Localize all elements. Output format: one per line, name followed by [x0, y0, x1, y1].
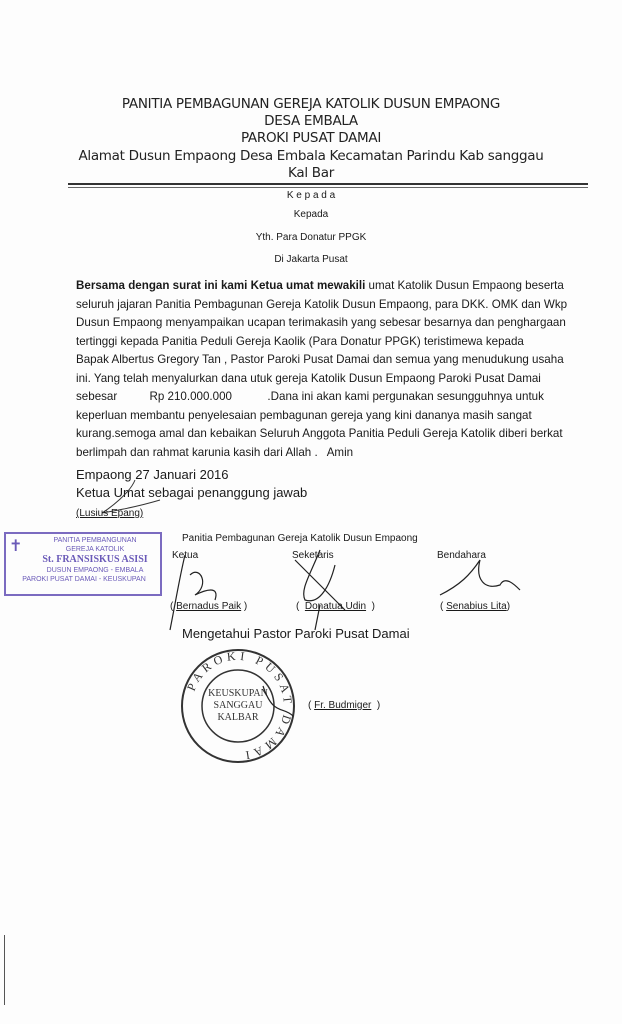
stamp-text: St. FRANSISKUS ASISI	[42, 554, 148, 565]
scan-edge-line	[4, 935, 5, 1005]
recipient-location: Di Jakarta Pusat	[274, 254, 348, 265]
letterhead-address: Alamat Dusun Empaong Desa Embala Kecamatan Parindu Kab sanggau	[78, 148, 544, 164]
letterhead-line2: DESA EMBALA	[264, 113, 358, 129]
letterhead-address-2: Kal Bar	[288, 165, 334, 181]
kepada: Kepada	[293, 209, 329, 220]
acknowledgement-title: Mengetahui Pastor Paroki Pusat Damai	[182, 626, 410, 641]
body-line: keperluan membantu penyelesaian pembagunan gereja yang kini dananya masih sangat	[76, 408, 532, 422]
stamp-text: PAROKI PUSAT DAMAI - KEUSKUPAN	[22, 576, 146, 583]
role-seketaris: Seketaris	[292, 550, 334, 561]
letter-body	[76, 277, 576, 462]
letterhead-line3: PAROKI PUSAT DAMAI	[240, 130, 382, 146]
letterhead-line1: PANITIA PEMBAGUNAN GEREJA KATOLIK DUSUN EMPAONG	[121, 96, 501, 112]
role-ketua: Ketua	[172, 550, 199, 561]
body-line: seluruh jajaran Panitia Pembagunan Gereja Katolik Dusun Empaong, para DKK. OMK dan Wkp	[76, 297, 568, 311]
kepada-spaced: K e p a d a	[286, 190, 336, 201]
committee-title: Panitia Pembagunan Gereja Katolik Dusun Empaong	[182, 533, 418, 544]
body-bold-intro: Bersama dengan surat ini kami Ketua umat mewakili	[76, 279, 366, 292]
recipient-yth: Yth. Para Donatur PPGK	[255, 232, 367, 243]
body-line: Bapak Albertus Gregory Tan , Pastor Paroki Pusat Damai dan semua yang menudukung usaha	[76, 353, 564, 366]
signer-bendahara: ( Senabius Lita)	[440, 601, 511, 612]
parish-stamp	[178, 646, 298, 766]
closing-name: (Lusius Epang)	[76, 508, 144, 519]
signatures	[90, 545, 570, 635]
body-line: umat Katolik Dusun Empaong beserta	[365, 279, 564, 292]
body-line: Dusun Empaong menyampaikan ucapan terimakasih yang sebesar besarnya dan penghargaan	[76, 316, 566, 329]
pastor-signer: ( Fr. Budmiger )	[308, 700, 381, 711]
body-line: tertinggi kepada Panitia Peduli Gereja Kaolik (Para Donatur PPGK) teristimewa kepada	[76, 334, 524, 348]
header-divider	[68, 183, 588, 185]
signer-name: Donatua Udin	[304, 601, 367, 612]
signer-seketaris: ( Donatua Udin )	[296, 601, 375, 612]
role-bendahara: Bendahara	[437, 550, 486, 561]
body-line: kurang.semoga amal dan kebaikan Seluruh Anggota Panitia Peduli Gereja Katolik diberi berkat	[76, 427, 563, 440]
body-line: berlimpah dan rahmat karunia kasih dari Allah . Amin	[76, 445, 354, 459]
signer-ketua: ( Bernadus Paik )	[170, 601, 248, 612]
pastor-name: Fr. Budmiger	[314, 700, 372, 711]
body-line: sebesar Rp 210.000.000 .Dana ini akan kami pergunakan sesungguhnya untuk	[76, 390, 544, 403]
closing-role: Ketua Umat sebagai penanggung jawab	[76, 485, 308, 500]
header-divider-thin	[68, 187, 588, 188]
stamp-text: PANITIA PEMBANGUNAN	[53, 537, 137, 544]
body-line: ini. Yang telah menyalurkan dana utuk gereja Katolik Dusun Empaong Paroki Pusat Damai	[76, 371, 541, 385]
place-date: Empaong 27 Januari 2016	[76, 467, 229, 482]
signer-name: Senabius Lita	[446, 601, 507, 612]
stamp-text: SANGGAU	[213, 700, 263, 711]
stamp-text: KEUSKUPAN	[208, 688, 268, 699]
church-icon: ✝	[9, 538, 23, 555]
stamp-text: KALBAR	[217, 712, 259, 723]
stamp-ring-text: PAROKI PUSAT DAMAI	[183, 648, 296, 763]
stamp-text: DUSUN EMPAONG - EMBALA	[46, 567, 144, 574]
stamp-text: GEREJA KATOLIK	[65, 546, 125, 553]
signer-name: Bernadus Paik	[176, 601, 242, 612]
